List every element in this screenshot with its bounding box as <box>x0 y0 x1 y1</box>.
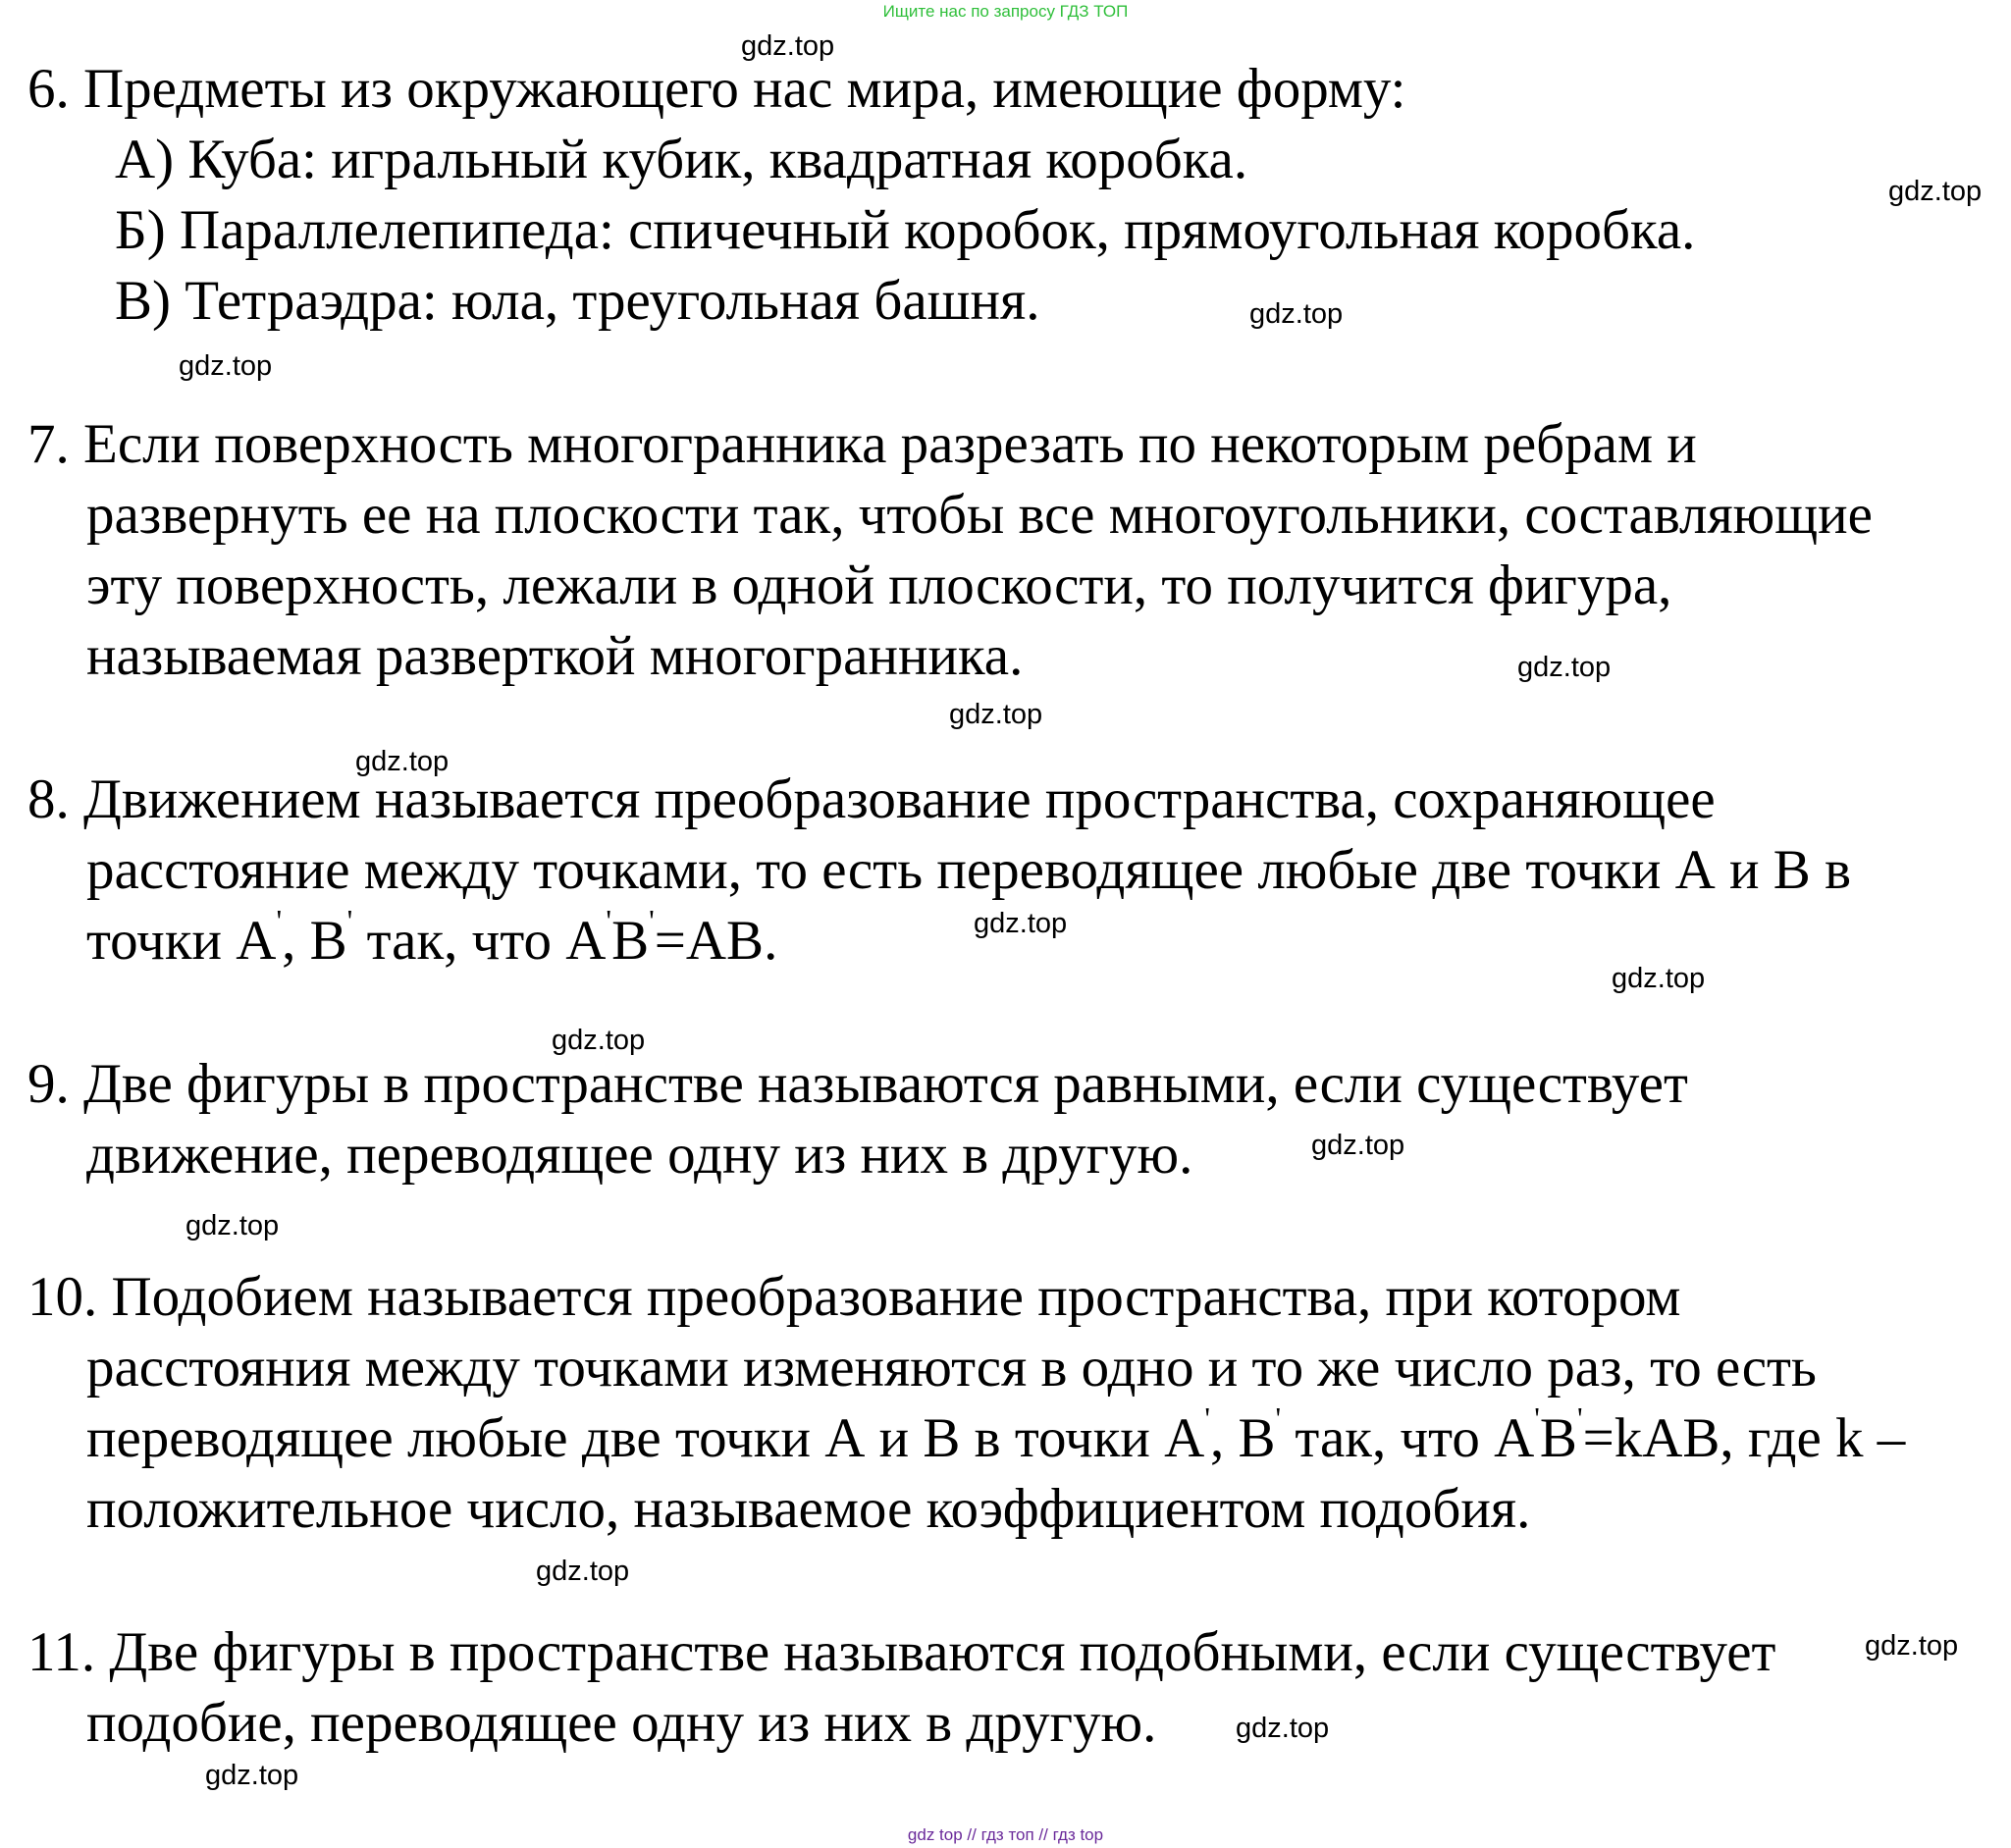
q6-item-a: А) Куба: игральный кубик, квадратная коробка. <box>115 129 1248 190</box>
watermark: gdz.top <box>1888 176 1983 207</box>
q6-intro: 6. Предметы из окружающего нас мира, имеющие форму: <box>27 58 1406 120</box>
watermark: gdz.top <box>536 1556 630 1587</box>
watermark: gdz.top <box>552 1025 646 1056</box>
q9-line-1: 9. Две фигуры в пространстве называются равными, если существует <box>27 1053 1688 1115</box>
q6-item-b: Б) Параллелепипеда: спичечный коробок, прямоугольная коробка. <box>115 199 1696 261</box>
q10-line-1: 10. Подобием называется преобразование пространства, при котором <box>27 1266 1681 1328</box>
q7-line-1: 7. Если поверхность многогранника разрезать по некоторым ребрам и <box>27 413 1697 475</box>
q8-line-2: расстояние между точками, то есть переводящее любые две точки А и В в <box>86 839 1851 901</box>
q7-line-3: эту поверхность, лежали в одной плоскости, то получится фигура, <box>86 554 1672 616</box>
watermark: gdz.top <box>1236 1713 1330 1744</box>
q8-line-3: точки А', В' так, что А'В'=АВ. <box>86 903 778 972</box>
top-banner: Ищите нас по запросу ГДЗ ТОП <box>882 2 1129 21</box>
q10-line-3: переводящее любые две точки А и В в точки А', В' так, что А'В'=kАВ, где k – <box>86 1400 1906 1469</box>
watermark: gdz.top <box>179 350 273 382</box>
watermark: gdz.top <box>1311 1130 1405 1161</box>
q8-line-1: 8. Движением называется преобразование пространства, сохраняющее <box>27 768 1716 830</box>
q10-line-2: расстояния между точками изменяются в одно и то же число раз, то есть <box>86 1337 1817 1399</box>
q11-line-2: подобие, переводящее одну из них в другую. <box>86 1692 1157 1754</box>
watermark: gdz.top <box>949 699 1043 730</box>
watermark: gdz.top <box>185 1210 280 1241</box>
q10-line-4: положительное число, называемое коэффициентом подобия. <box>86 1478 1531 1540</box>
watermark: gdz.top <box>741 30 835 62</box>
watermark: gdz.top <box>974 908 1068 939</box>
watermark: gdz.top <box>1249 298 1344 330</box>
watermark: gdz.top <box>1517 652 1612 683</box>
q9-line-2: движение, переводящее одну из них в другую. <box>86 1124 1193 1186</box>
q6-item-c: В) Тетраэдра: юла, треугольная башня. <box>115 270 1040 332</box>
q7-line-4: называемая разверткой многогранника. <box>86 625 1024 687</box>
q7-line-2: развернуть ее на плоскости так, чтобы все многоугольники, составляющие <box>86 484 1873 546</box>
watermark: gdz.top <box>205 1760 299 1791</box>
bottom-banner: gdz top // гдз топ // гдз top <box>907 1825 1104 1844</box>
watermark: gdz.top <box>1612 963 1706 994</box>
watermark: gdz.top <box>355 746 450 777</box>
q11-line-1: 11. Две фигуры в пространстве называются подобными, если существует <box>27 1621 1776 1683</box>
watermark: gdz.top <box>1865 1630 1959 1662</box>
